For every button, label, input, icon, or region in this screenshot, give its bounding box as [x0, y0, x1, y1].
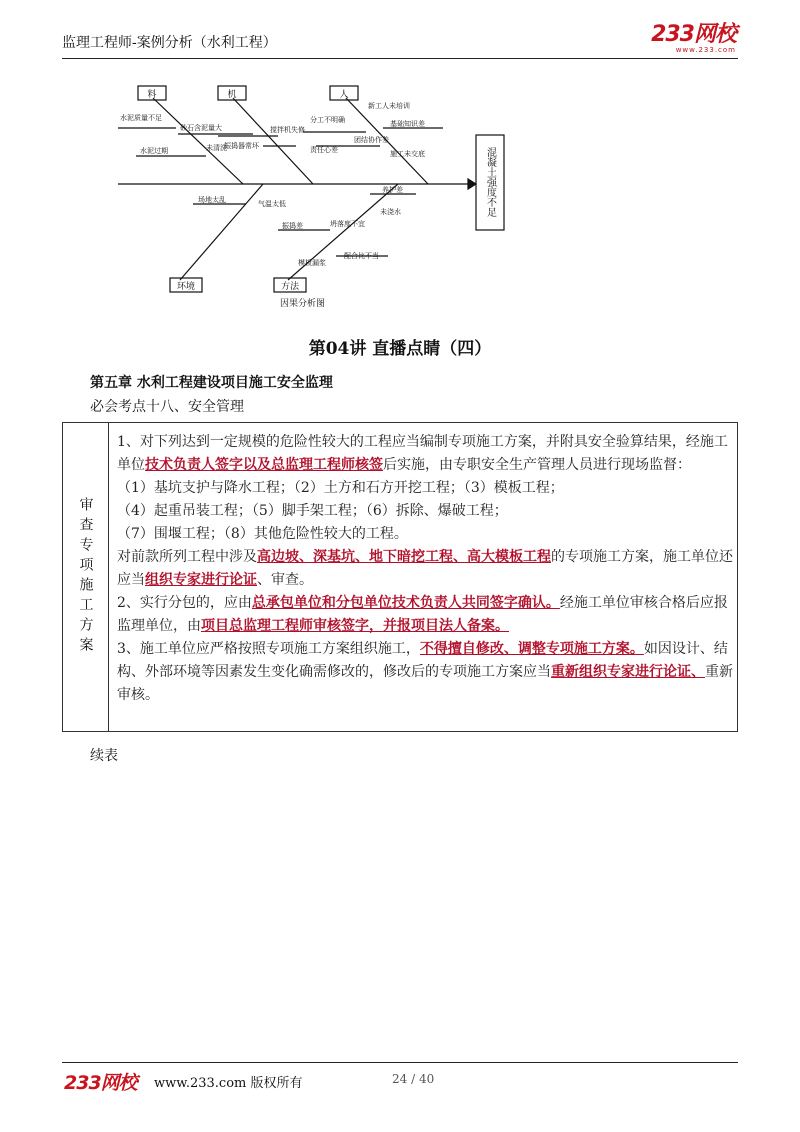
label-low-temp: 气温太低 [258, 200, 286, 208]
fishbone-svg [98, 80, 518, 312]
effect-label: 混凝土强度不足 [484, 147, 496, 217]
paragraph-3: 2、实行分包的，应由总承包单位和分包单位技术负责人共同签字确认。经施工单位审核合格后应报监理单位，由项目总监理工程师审核签字，并报项目法人备案。 [117, 595, 728, 634]
exam-point: 必会考点十八、安全管理 [90, 399, 244, 415]
list-item: （7）围堰工程；（8）其他危险性较大的工程。 [117, 526, 408, 542]
lecture-title: 第04讲 直播点睛（四） [308, 339, 492, 359]
highlight-projects: 高边坡、深基坑、地下暗挖工程、高大模板工程 [257, 549, 551, 565]
logo-text: 233网校 [651, 22, 736, 47]
chapter-title: 第五章 水利工程建设项目施工安全监理 [90, 375, 333, 391]
fishbone-diagram [98, 80, 518, 312]
page-header [62, 24, 738, 59]
list-item: （4）起重吊装工程；（5）脚手架工程；（6）拆除、爆破工程； [117, 503, 508, 519]
label-new-worker: 新工人未培训 [368, 102, 410, 110]
label-sand-mud: 砂石含泥量大 [180, 124, 222, 132]
label-cement-quality: 水泥质量不足 [120, 114, 162, 122]
label-ratio-wrong: 配合比不当 [344, 252, 379, 260]
content-table [62, 422, 738, 732]
label-mold-slurry: 模板漏浆 [298, 259, 326, 267]
category-method: 方法 [280, 282, 300, 292]
label-cement-expired: 水泥过期 [140, 147, 168, 155]
footer-copyright: www.233.com 版权所有 [154, 1076, 303, 1091]
label-not-cleaned: 未清洗 [206, 144, 227, 152]
logo-url: www.233.com [675, 46, 736, 54]
row-label: 审查专项施工方案 [77, 497, 94, 657]
highlight-expert-review: 组织专家进行论证 [145, 572, 257, 588]
footer-logo: 233网校 [64, 1072, 137, 1094]
brand-logo [651, 24, 736, 54]
highlight-signature: 技术负责人签字以及总监理工程师核签 [145, 457, 383, 473]
bone-machine [233, 98, 313, 184]
highlight-reexpert: 重新组织专家进行论证、 [551, 664, 705, 680]
highlight-chief-review: 项目总监理工程师审核签字，并报项目法人备案。 [201, 618, 509, 634]
category-material: 料 [147, 90, 157, 100]
list-item: （1）基坑支护与降水工程；（2）土方和石方开挖工程；（3）模板工程； [117, 480, 564, 496]
label-poor-teamwork: 团结协作差 [354, 136, 389, 144]
paragraph-2: 对前款所列工程中涉及高边坡、深基坑、地下暗挖工程、高大模板工程的专项施工方案，施工单位还应当组织专家进行论证、审查。 [117, 549, 733, 588]
row-label-cell [63, 423, 109, 731]
label-division: 分工不明确 [310, 116, 345, 124]
label-vibration-poor: 振捣差 [282, 222, 303, 230]
diagram-caption: 因果分析图 [280, 299, 326, 309]
bone-material [153, 98, 243, 184]
label-site-mess: 场地太乱 [198, 196, 226, 204]
row-content-cell [117, 431, 733, 707]
paragraph-4: 3、施工单位应严格按照专项施工方案组织施工，不得擅自修改、调整专项施工方案。如因设计、结构、外部环境等因素发生变化确需修改的，修改后的专项施工方案应当重新组织专家进行论证、重新审核。 [117, 641, 733, 703]
page-footer [62, 1062, 738, 1095]
category-people: 人 [339, 90, 349, 100]
spine-arrow [468, 179, 476, 189]
label-curing-poor: 养护差 [382, 186, 403, 194]
label-pour-uneven: 坍落度不宜 [330, 220, 365, 228]
header-title: 监理工程师-案例分析（水利工程） [62, 35, 277, 51]
paragraph-1: 1、对下列达到一定规模的危险性较大的工程应当编制专项施工方案，并附具安全验算结果，经施工单位技术负责人签字以及总监理工程师核签后实施，由专职安全生产管理人员进行现场监督： [117, 434, 728, 473]
label-mixer-repair: 搅拌机失修 [270, 126, 305, 134]
label-not-watered: 未浇水 [380, 208, 401, 216]
category-machine: 机 [227, 90, 237, 100]
continued-label: 续表 [90, 748, 118, 764]
label-vibrator-broken: 振捣器常坏 [224, 142, 259, 150]
category-environment: 环境 [176, 282, 196, 292]
page-number: 24 / 40 [392, 1072, 435, 1086]
label-untrained: 施工未交底 [390, 150, 425, 158]
highlight-no-modify: 不得擅自修改、调整专项施工方案。 [419, 641, 644, 657]
label-attention: 责任心差 [310, 146, 338, 154]
label-basic-knowledge: 基础知识差 [390, 120, 425, 128]
highlight-joint-sign: 总承包单位和分包单位技术负责人共同签字确认。 [251, 595, 560, 611]
